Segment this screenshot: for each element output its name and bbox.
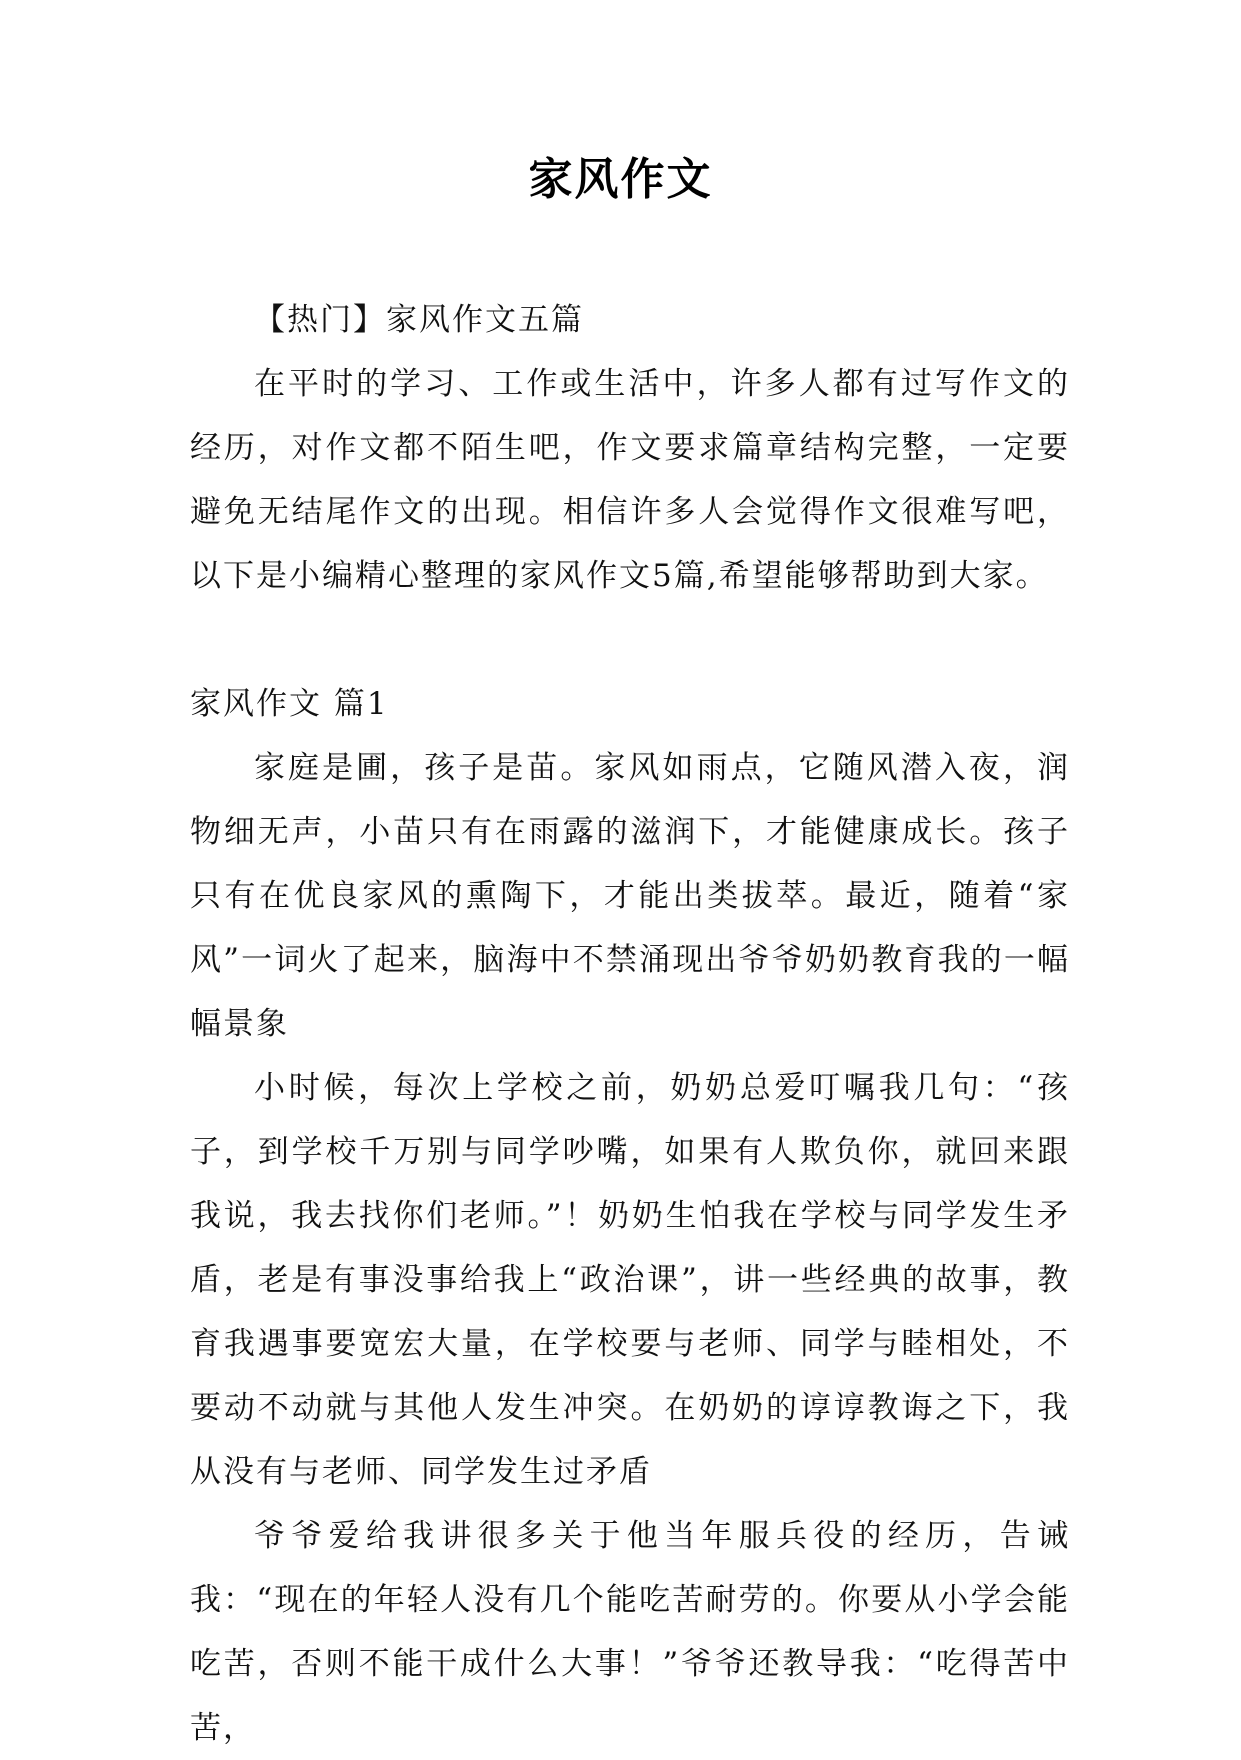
body-paragraph: 家庭是圃，孩子是苗。家风如雨点，它随风潜入夜，润物细无声，小苗只有在雨露的滋润下，才能健康成长。孩子只有在优良家风的熏陶下，才能出类拔萃。最近，随着“家风”一词火了起来，脑海中不禁涌现出爷爷奶奶教育我的一幅幅景象 — [190, 750, 1070, 1042]
section-heading: 家风作文 篇1 — [190, 686, 389, 722]
intro-paragraph: 在平时的学习、工作或生活中，许多人都有过写作文的经历，对作文都不陌生吧，作文要求篇章结构完整，一定要避免无结尾作文的出现。相信许多人会觉得作文很难写吧，以下是小编精心整理的家风作文5篇,希望能够帮助到大家。 — [190, 366, 1070, 594]
document-title: 家风作文 — [528, 154, 713, 205]
document-body — [190, 288, 1070, 1760]
body-paragraph: 爷爷爱给我讲很多关于他当年服兵役的经历，告诫我：“现在的年轻人没有几个能吃苦耐劳的。你要从小学会能吃苦，否则不能干成什么大事！”爷爷还教导我：“吃得苦中苦， — [190, 1518, 1070, 1746]
body-paragraph: 小时候，每次上学校之前，奶奶总爱叮嘱我几句：“孩子，到学校千万别与同学吵嘴，如果有人欺负你，就回来跟我说，我去找你们老师。”！奶奶生怕我在学校与同学发生矛盾，老是有事没事给我上“政治课”，讲一些经典的故事，教育我遇事要宽宏大量，在学校要与老师、同学与睦相处，不要动不动就与其他人发生冲突。在奶奶的谆谆教诲之下，我从没有与老师、同学发生过矛盾 — [190, 1070, 1070, 1490]
document-subtitle: 【热门】家风作文五篇 — [254, 302, 584, 338]
